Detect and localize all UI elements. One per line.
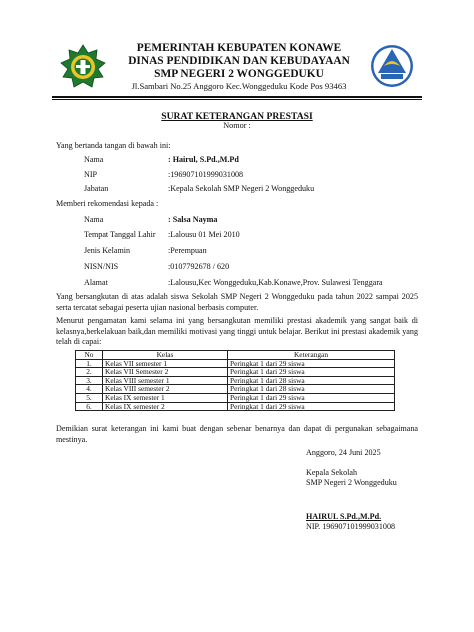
row-remarks: Peringkat 1 dari 29 siswa xyxy=(228,359,395,368)
paragraph-student-status: Yang bersangkutan di atas adalah siswa Sekolah SMP Negeri 2 Wonggeduku pada tahun 2022 sampai 2025 serta tercatat sebagai peserta ujian nasional berbasis computer. xyxy=(56,292,418,312)
table-row xyxy=(76,402,395,411)
signer-nip-value: :196907101999031008 xyxy=(168,170,244,179)
achievement-table xyxy=(75,350,395,411)
signature-name: HAIRUL S.Pd.,M.Pd. xyxy=(306,512,382,521)
row-number: 3. xyxy=(76,376,103,385)
signer-position-value: :Kepala Sekolah SMP Negeri 2 Wonggeduku xyxy=(168,184,315,193)
row-class: Kelas IX semester 2 xyxy=(103,402,228,411)
column-header-no: No xyxy=(76,351,103,360)
table-header-row xyxy=(76,351,395,360)
student-name-label: Nama xyxy=(84,215,104,224)
row-class: Kelas VII semester 1 xyxy=(103,359,228,368)
row-remarks: Peringkat 1 dari 29 siswa xyxy=(228,368,395,377)
letterhead-department: DINAS PENDIDIKAN DAN KEBUDAYAAN xyxy=(128,55,350,67)
intro-student: Memberi rekomendasi kepada : xyxy=(56,199,159,208)
closing-paragraph: Demikian surat keterangan ini kami buat dengan sebenar benarnya dan dapat di pergunakan sebagaimana mestinya. xyxy=(56,424,418,444)
letterhead-government: PEMERINTAH KEBUPATEN KONAWE xyxy=(136,42,342,54)
column-header-remarks: Keterangan xyxy=(228,351,395,360)
document-title: SURAT KETERANGAN PRESTASI xyxy=(161,111,313,122)
signer-name-value: : Hairul, S.Pd.,M.Pd xyxy=(168,155,239,164)
student-nisn-label: NISN/NIS xyxy=(84,262,119,271)
signature-nip: NIP. 196907101999031008 xyxy=(306,522,396,531)
signer-name-label: Nama xyxy=(84,155,104,164)
student-gender-label: Jenis Kelamin xyxy=(84,246,131,255)
row-remarks: Peringkat 1 dari 29 siswa xyxy=(228,393,395,402)
row-class: Kelas VIII semester 1 xyxy=(103,376,228,385)
letterhead-divider xyxy=(52,96,422,98)
row-class: Kelas VII Semester 2 xyxy=(103,368,228,377)
row-number: 5. xyxy=(76,393,103,402)
student-birth-value: :Lalousu 01 Mei 2010 xyxy=(168,230,240,239)
letterhead-divider-thin xyxy=(52,99,422,100)
student-name-value: : Salsa Nayma xyxy=(168,215,218,224)
row-remarks: Peringkat 1 dari 28 siswa xyxy=(228,385,395,394)
row-remarks: Peringkat 1 dari 29 siswa xyxy=(228,402,395,411)
letterhead-school: SMP NEGERI 2 WONGGEDUKU xyxy=(154,68,324,80)
intro-signer: Yang bertanda tangan di bawah ini: xyxy=(56,141,171,150)
letterhead-address: Jl.Sambari No.25 Anggoro Kec.Wonggeduku Kode Pos 93463 xyxy=(131,81,347,91)
signature-place-date: Anggoro, 24 Juni 2025 xyxy=(306,448,381,457)
row-class: Kelas VIII semester 2 xyxy=(103,385,228,394)
table-row xyxy=(76,368,395,377)
row-class: Kelas IX semester 1 xyxy=(103,393,228,402)
row-remarks: Peringkat 1 dari 28 siswa xyxy=(228,376,395,385)
paragraph-achievement: Menurut pengamatan kami selama ini yang bersangkutan memiliki prestasi akademik yang sangat baik di kelasnya,berkelakuan baik,dan memiliki motivasi yang tinggi untuk belajar. Berikut ini prestasi akademik yang telah di capai: xyxy=(56,316,418,347)
signature-role: Kepala Sekolah xyxy=(306,468,358,477)
signer-nip-label: NIP xyxy=(84,170,98,179)
student-address-label: Alamat xyxy=(84,278,108,287)
row-number: 2. xyxy=(76,368,103,377)
student-birth-label: Tempat Tanggal Lahir xyxy=(84,230,156,239)
column-header-class: Kelas xyxy=(103,351,228,360)
table-row xyxy=(76,393,395,402)
row-number: 4. xyxy=(76,385,103,394)
student-nisn-value: :0107792678 / 620 xyxy=(168,262,230,271)
signature-school: SMP Negeri 2 Wonggeduku xyxy=(306,478,397,487)
document-number-label: Nomor : xyxy=(223,121,251,130)
row-number: 6. xyxy=(76,402,103,411)
student-address-value: :Lalousu,Kec Wonggeduku,Kab.Konawe,Prov. Sulawesi Tenggara xyxy=(168,278,383,287)
row-number: 1. xyxy=(76,359,103,368)
student-gender-value: :Perempuan xyxy=(168,246,207,255)
signer-position-label: Jabatan xyxy=(84,184,109,193)
